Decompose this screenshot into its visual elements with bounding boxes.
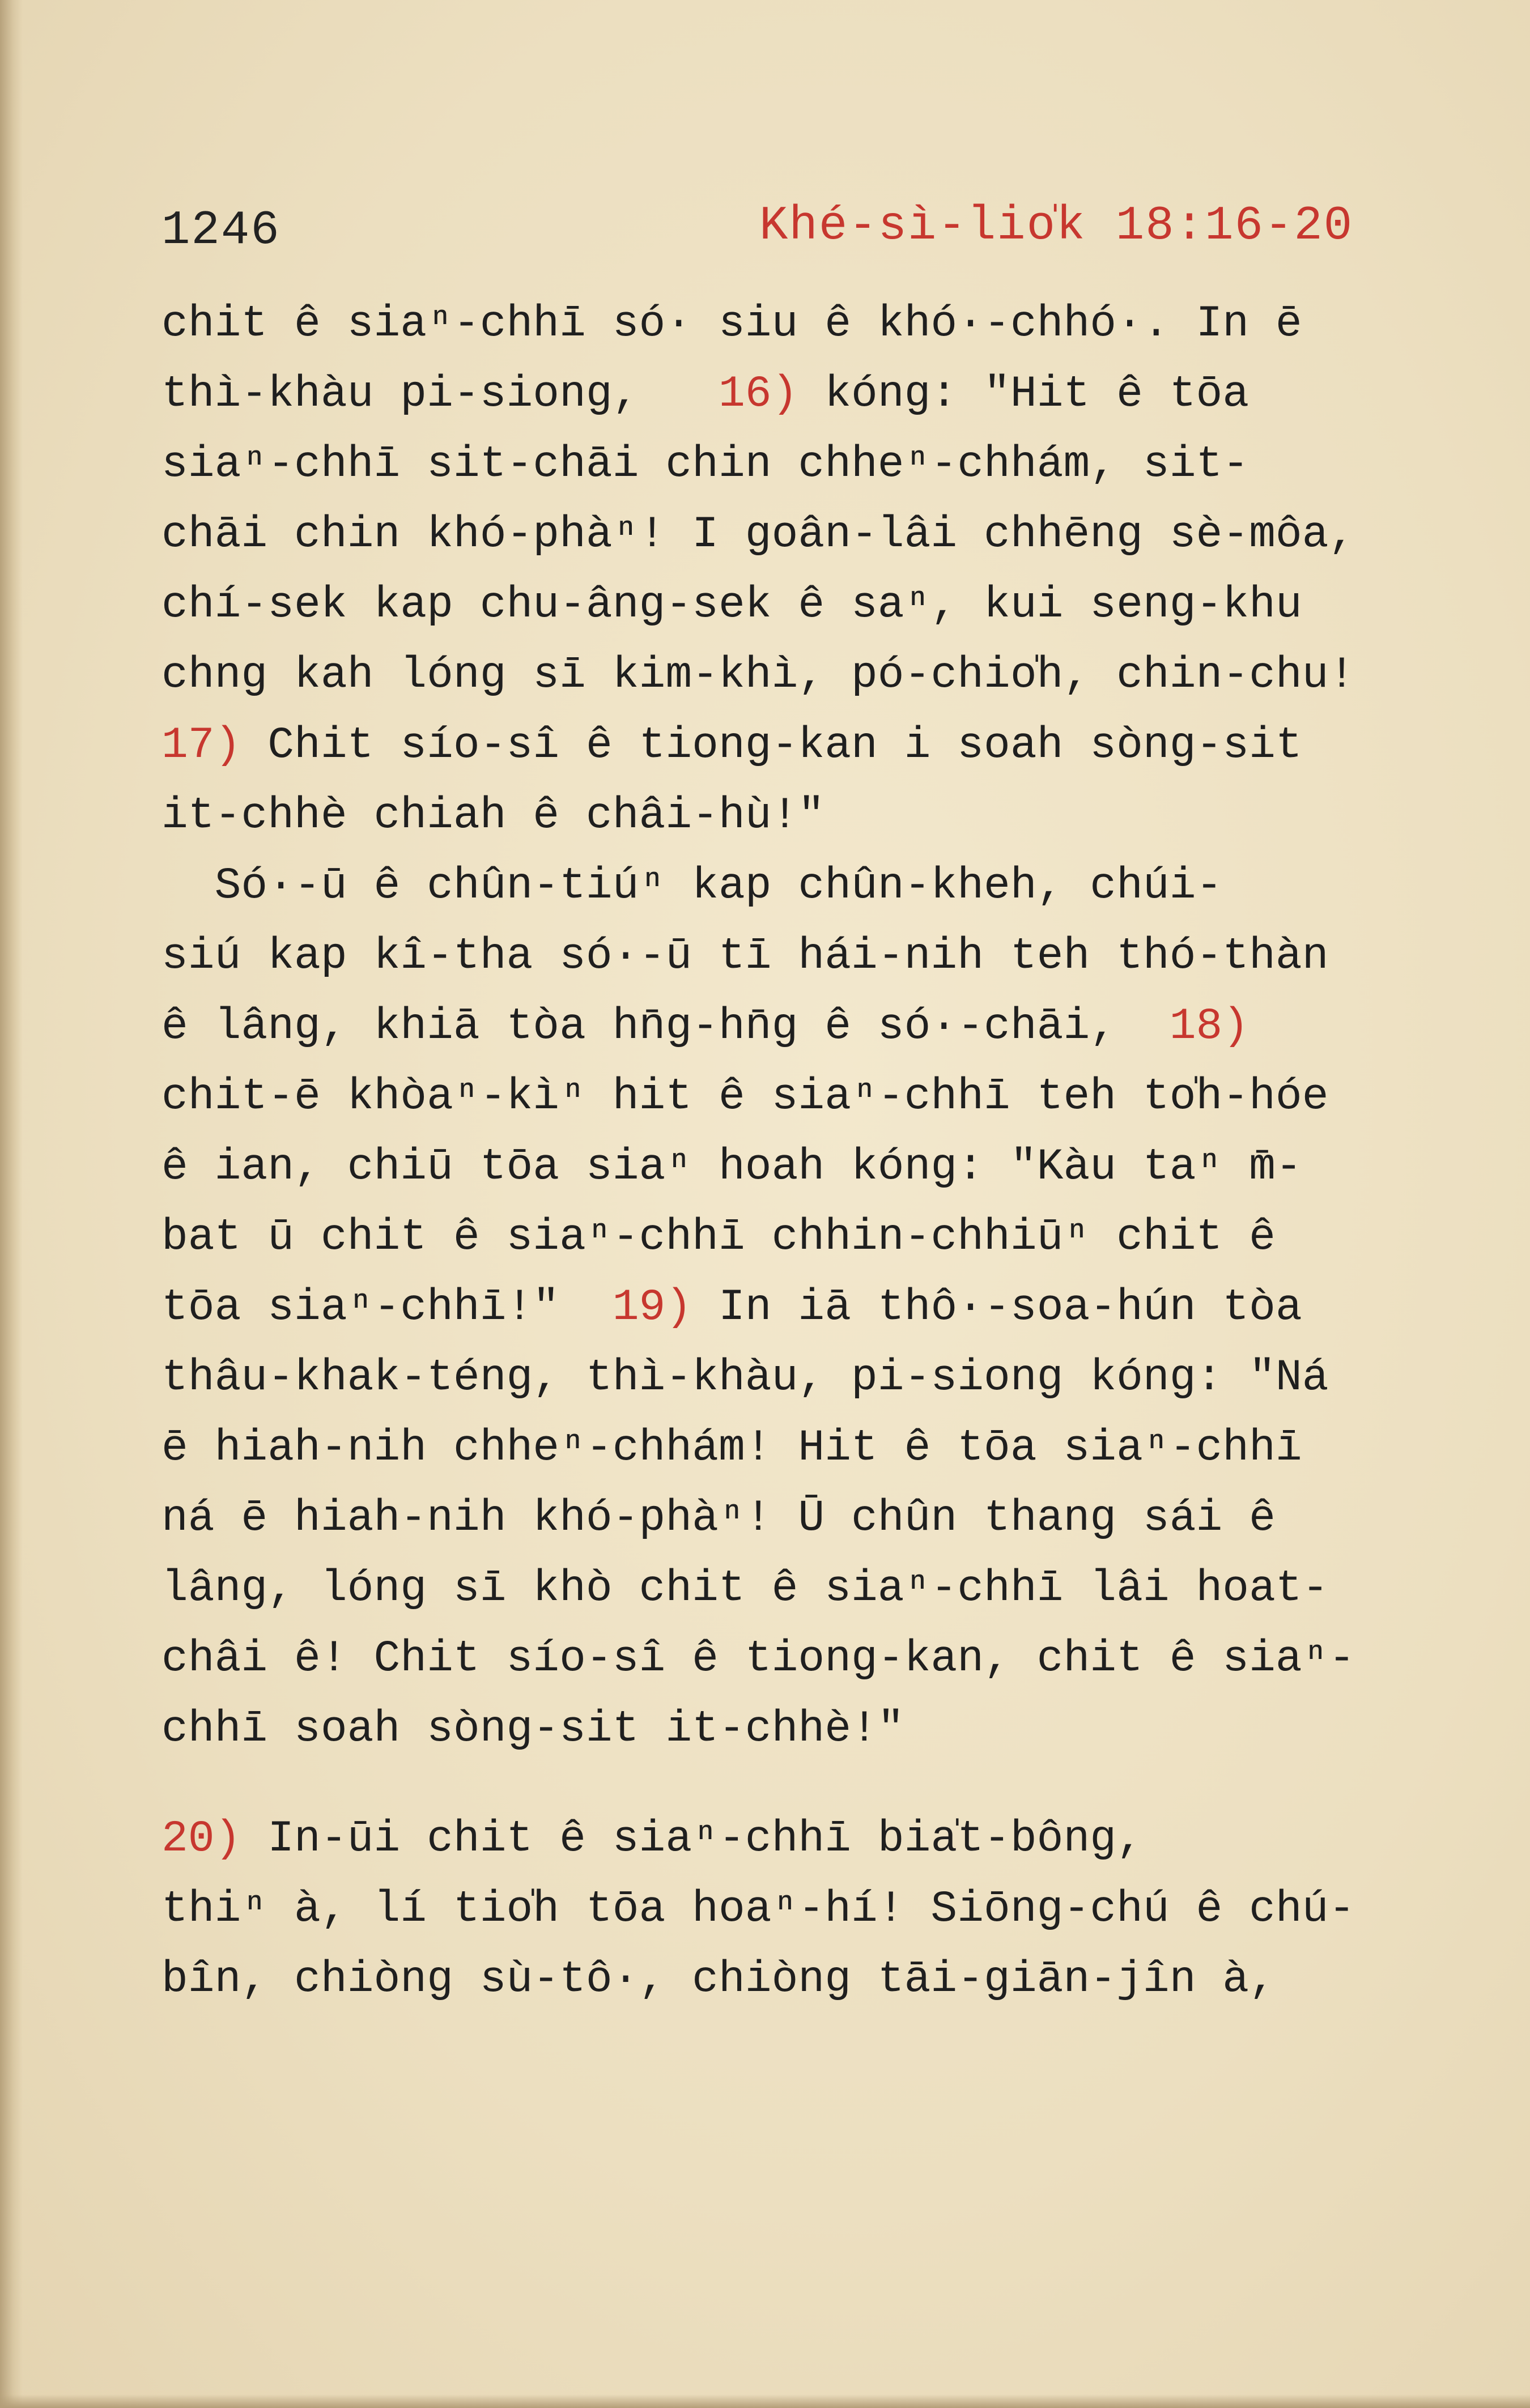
- text-line: thiⁿ à, lí tio̍h tōa hoaⁿ-hí! Siōng-chú ê chú-: [162, 1884, 1355, 1934]
- text-line: chit ê siaⁿ-chhī só· siu ê khó·-chhó·. In ē: [162, 299, 1302, 349]
- text-line: thì-khàu pi-siong, 16) kóng: "Hit ê tōa: [162, 369, 1250, 419]
- text-line: ná ē hiah-nih khó-phàⁿ! Ū chûn thang sái ê: [162, 1494, 1276, 1543]
- text-line: ē hiah-nih chheⁿ-chhám! Hit ê tōa siaⁿ-chhī: [162, 1423, 1302, 1473]
- text-line: chng kah lóng sī kim-khì, pó-chio̍h, chin-chu!: [162, 650, 1355, 700]
- text-line: siaⁿ-chhī sit-chāi chin chheⁿ-chhám, sit-: [162, 440, 1250, 490]
- text-line: it-chhè chiah ê châi-hù!": [162, 791, 825, 841]
- verse-number: 20): [162, 1814, 241, 1864]
- page-number: 1246: [162, 204, 280, 258]
- text-line: bat ū chit ê siaⁿ-chhī chhin-chhiūⁿ chit ê: [162, 1212, 1276, 1262]
- running-head: Khé-sì-lio̍k 18:16-20: [759, 199, 1354, 253]
- text-line: châi ê! Chit sío-sî ê tiong-kan, chit ê siaⁿ-: [162, 1634, 1355, 1684]
- book-spine-shadow: [0, 0, 23, 2408]
- text-line: chí-sek kap chu-âng-sek ê saⁿ, kui seng-khu: [162, 580, 1302, 630]
- verse-number: 17): [162, 721, 241, 771]
- text-line: chāi chin khó-phàⁿ! I goân-lâi chhēng sè-môa,: [162, 510, 1355, 560]
- text-line: ê lâng, khiā tòa hn̄g-hn̄g ê só·-chāi, 18): [162, 1002, 1250, 1052]
- paragraph-gap: [162, 1764, 1465, 1804]
- text-line: chhī soah sòng-sit it-chhè!": [162, 1704, 904, 1754]
- text-line: 20) In-ūi chit ê siaⁿ-chhī bia̍t-bông,: [162, 1814, 1143, 1864]
- scripture-text: [162, 289, 1465, 2015]
- text-line: 17) Chit sío-sî ê tiong-kan i soah sòng-sit: [162, 721, 1302, 771]
- verse-number: 18): [1169, 1002, 1250, 1052]
- text-line: lâng, lóng sī khò chit ê siaⁿ-chhī lâi hoat-: [162, 1564, 1329, 1614]
- verse-number: 16): [718, 369, 798, 419]
- page-bottom-edge: [0, 2394, 1530, 2408]
- text-line: Só·-ū ê chûn-tiúⁿ kap chûn-kheh, chúi-: [214, 861, 1223, 911]
- verse-number: 19): [612, 1283, 692, 1333]
- text-line: siú kap kî-tha só·-ū tī hái-nih teh thó-thàn: [162, 931, 1329, 981]
- text-line: ê ian, chiū tōa siaⁿ hoah kóng: "Kàu taⁿ m̄-: [162, 1142, 1302, 1192]
- text-line: bîn, chiòng sù-tô·, chiòng tāi-giān-jîn à,: [162, 1955, 1276, 2005]
- text-line: tōa siaⁿ-chhī!" 19) In iā thô·-soa-hún tòa: [162, 1283, 1302, 1333]
- text-line: thâu-khak-téng, thì-khàu, pi-siong kóng: "Ná: [162, 1353, 1329, 1403]
- text-line: chit-ē khòaⁿ-kìⁿ hit ê siaⁿ-chhī teh to̍h-hóe: [162, 1072, 1329, 1122]
